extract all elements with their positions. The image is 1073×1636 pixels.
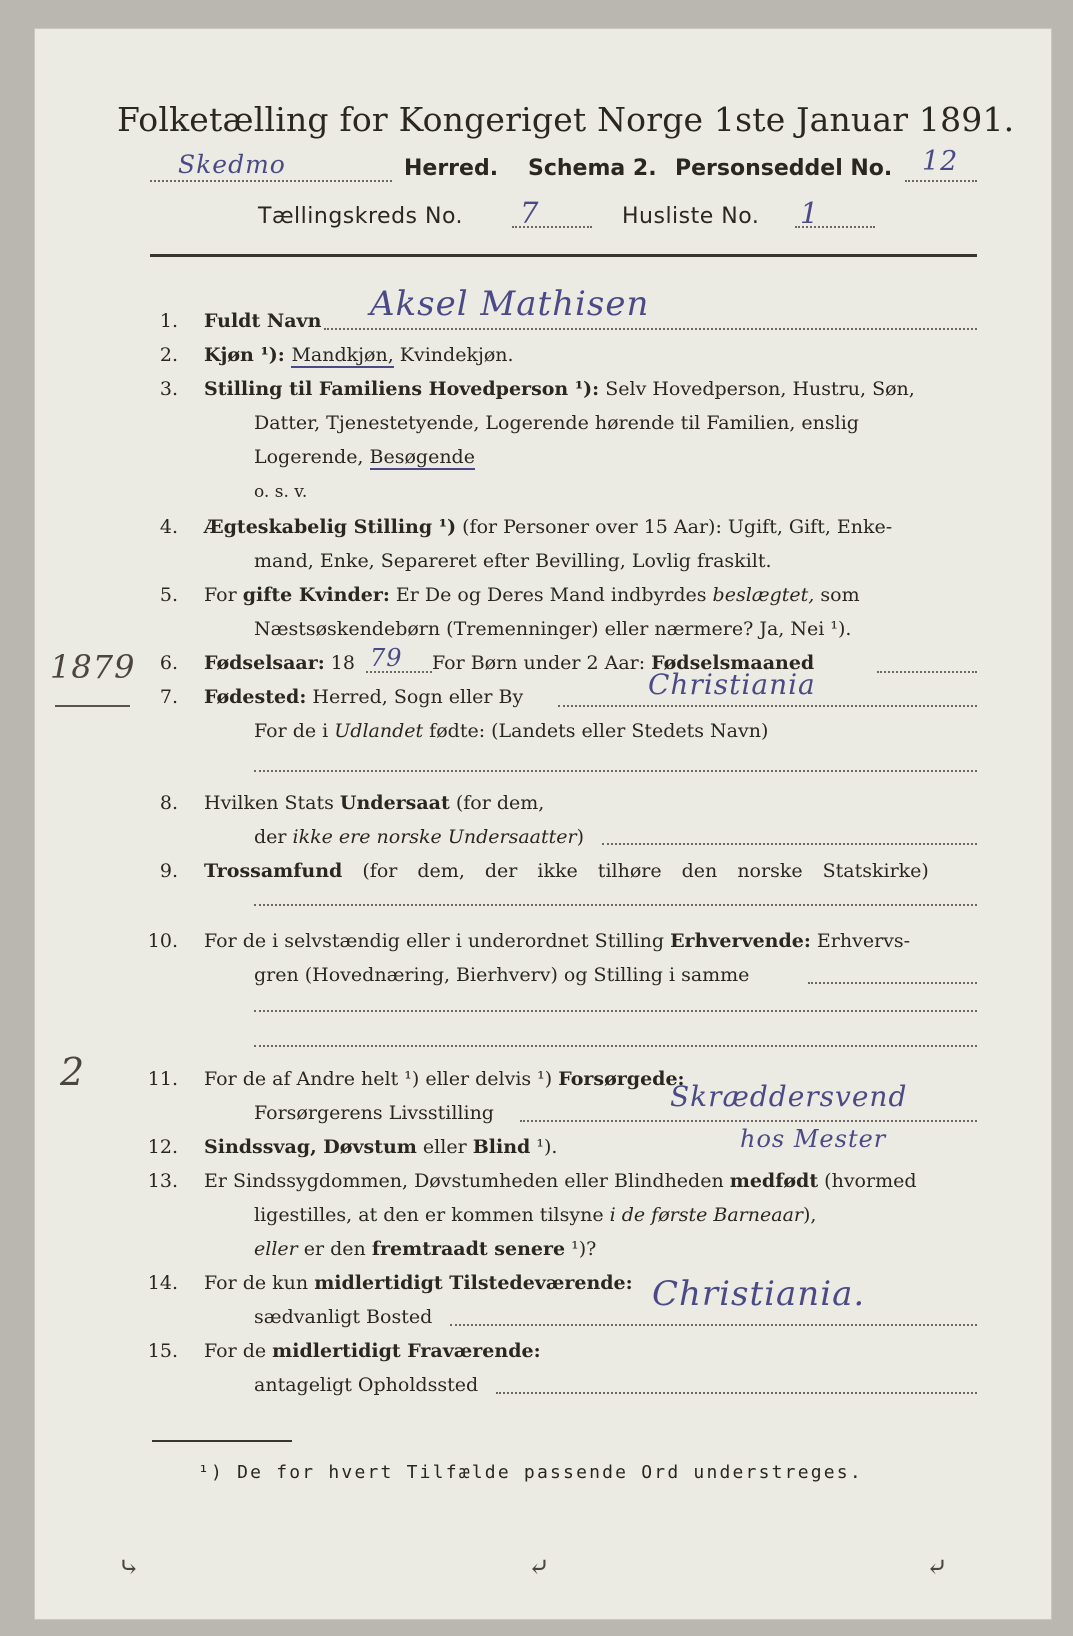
- usual-residence-dotted-line: [450, 1324, 977, 1326]
- provider-occupation-handwritten-value: Skræddersvend: [670, 1080, 908, 1113]
- registration-mark-center: ⤶: [528, 1553, 550, 1583]
- field-text: [204, 792, 544, 814]
- field-text: [204, 1340, 541, 1362]
- margin-year-note: 1879: [50, 648, 136, 686]
- usual-residence-handwritten-value: Christiania.: [652, 1274, 866, 1314]
- field-text: [204, 378, 915, 400]
- registration-mark-left: ⤷: [118, 1553, 140, 1583]
- field-text: [204, 930, 910, 952]
- field-label-dependents: Forsørgede:: [558, 1068, 685, 1090]
- field-text: [254, 1238, 596, 1260]
- field-number: 9.: [159, 860, 178, 882]
- field-label-birthplace: Fødested:: [204, 686, 307, 708]
- probable-residence-dotted-line: [496, 1392, 977, 1394]
- field-text-part: For Børn under 2 Aar:: [432, 652, 652, 674]
- field-text: Forsørgerens Livsstilling: [254, 1102, 494, 1124]
- field-label-temporarily-present: midlertidigt Tilstedeværende:: [314, 1272, 633, 1294]
- field-text: [204, 1272, 633, 1294]
- field-label-sex: Kjøn ¹):: [204, 344, 292, 366]
- census-form-sheet: [34, 28, 1052, 1620]
- field-number: 14.: [147, 1272, 178, 1294]
- field-text: [254, 826, 584, 848]
- field-number: 15.: [147, 1340, 178, 1362]
- field-label-family-position: Stilling til Familiens Hovedperson ¹):: [204, 378, 600, 400]
- field-number: 1.: [159, 310, 178, 332]
- footnote: ¹) De for hvert Tilfælde passende Ord understreges.: [198, 1462, 863, 1483]
- field-text: [254, 720, 768, 742]
- field-text-part: Herred, Sogn eller By: [306, 686, 524, 708]
- field-text-part: Hvilken Stats: [204, 792, 340, 814]
- field-label-marital-status: Ægteskabelig Stilling ¹): [204, 516, 457, 538]
- schema-label: Schema 2.: [528, 156, 657, 181]
- field-text-part: der: [254, 826, 293, 848]
- field-text-part: For de af Andre helt ¹) eller delvis ¹): [204, 1068, 559, 1090]
- personseddel-dotted-line: [905, 180, 977, 182]
- field-text: [254, 446, 475, 468]
- taellingskreds-label: Tællingskreds No.: [258, 204, 464, 229]
- field-text-part: eller: [416, 1136, 473, 1158]
- field-text-part: ligestilles, at den er kommen tilsyne: [254, 1204, 610, 1226]
- name-handwritten-value: Aksel Mathisen: [370, 284, 650, 324]
- field-text: Datter, Tjenestetyende, Logerende hørende til Familien, enslig: [254, 412, 859, 434]
- field-label-blind: Blind: [472, 1136, 531, 1158]
- field-number: 3.: [159, 378, 178, 400]
- occupation-dotted-line-2: [254, 1010, 977, 1012]
- field-label-citizenship: Undersaat: [339, 792, 450, 814]
- header-rule: [150, 254, 977, 257]
- field-number: 12.: [147, 1136, 178, 1158]
- herred-label: Herred.: [404, 156, 499, 181]
- field-text-part: 18: [324, 652, 355, 674]
- footnote-rule: [152, 1440, 292, 1442]
- field-text-part: beslægtet,: [712, 584, 815, 606]
- field-text-part: For de i selvstændig eller i underordnet Stilling: [204, 930, 671, 952]
- husliste-handwritten-value: 1: [800, 196, 820, 230]
- field-label-temporarily-absent: midlertidigt Fraværende:: [272, 1340, 541, 1362]
- personseddel-label: Personseddel No.: [675, 156, 893, 181]
- field-text-part: (for Personer over 15 Aar): Ugift, Gift, Enke-: [456, 516, 893, 538]
- field-text-part: ),: [803, 1204, 817, 1226]
- field-label-insane-deaf: Sindssvag, Døvstum: [204, 1136, 417, 1158]
- field-number: 8.: [159, 792, 178, 814]
- registration-mark-right: ⤶: [926, 1553, 948, 1583]
- field-text-part: eller: [254, 1238, 298, 1260]
- field-number: 5.: [159, 584, 178, 606]
- field-number: 13.: [147, 1170, 178, 1192]
- field-label-congenital: medfødt: [729, 1170, 819, 1192]
- herred-handwritten-value: Skedmo: [178, 150, 286, 179]
- personseddel-handwritten-value: 12: [922, 146, 959, 177]
- citizenship-dotted-line: [602, 843, 977, 845]
- field-text: sædvanligt Bosted: [254, 1306, 433, 1328]
- field-text-part: Er De og Deres Mand indbyrdes: [389, 584, 713, 606]
- field-text-part: fødte: (Landets eller Stedets Navn): [423, 720, 769, 742]
- field-text-part: (hvormed: [818, 1170, 917, 1192]
- birthplace-handwritten-value: Christiania: [648, 668, 816, 701]
- provider-occupation-dotted-line: [520, 1120, 977, 1122]
- field-label-birth-year: Fødselsaar:: [204, 652, 325, 674]
- field-text-part: i de første Barneaar: [609, 1204, 803, 1226]
- field-text: [204, 686, 523, 708]
- field-text: [204, 584, 860, 606]
- field-text: gren (Hovednæring, Bierhverv) og Stilling i samme: [254, 964, 750, 986]
- field-text-part: ): [576, 826, 584, 848]
- margin-mark-note: 2: [60, 1050, 85, 1094]
- field-text-part: Er Sindssygdommen, Døvstumheden eller Blindheden: [204, 1170, 730, 1192]
- field-number: 6.: [159, 652, 178, 674]
- field-text-part: For: [204, 584, 243, 606]
- field-text: mand, Enke, Separeret efter Bevilling, Lovlig fraskilt.: [254, 550, 772, 572]
- field-text: [204, 1136, 557, 1158]
- field-text: [204, 652, 355, 674]
- field-number: 7.: [159, 686, 178, 708]
- religion-dotted-line: [254, 904, 977, 906]
- field-text-part: ¹).: [530, 1136, 558, 1158]
- provider-occupation-handwritten-value-2: hos Mester: [740, 1125, 887, 1153]
- field-text-part: er den: [297, 1238, 372, 1260]
- field-text-part: For de: [204, 1340, 273, 1362]
- field-number: 11.: [147, 1068, 178, 1090]
- birth-month-dotted-line: [877, 671, 977, 673]
- field-text-part: Erhvervs-: [810, 930, 911, 952]
- field-text-part: Selv Hovedperson, Hustru, Søn,: [599, 378, 915, 400]
- option-besogende-underlined: Besøgende: [369, 446, 475, 468]
- foreign-birthplace-dotted-line: [254, 770, 977, 772]
- field-label-birth-month: Fødselsmaaned: [651, 652, 815, 674]
- birth-year-handwritten-value: 79: [370, 644, 403, 672]
- option-mandkjon-underlined: Mandkjøn,: [291, 344, 394, 366]
- field-text-part: ¹)?: [565, 1238, 597, 1260]
- field-label-occupation: Erhvervende:: [670, 930, 811, 952]
- field-text-part: (for dem, der ikke tilhøre den norske Statskirke): [342, 860, 929, 882]
- birthplace-dotted-line: [558, 705, 977, 707]
- option-kvindekjon: Kvindekjøn.: [393, 344, 514, 366]
- occupation-dotted-line: [808, 982, 977, 984]
- field-label-name: Fuldt Navn: [204, 310, 322, 332]
- field-text: [204, 1068, 685, 1090]
- field-text: antageligt Opholdssted: [254, 1374, 479, 1396]
- field-text-part: ikke ere norske Undersaatter: [292, 826, 577, 848]
- form-title: Folketælling for Kongeriget Norge 1ste Januar 1891.: [117, 100, 1015, 139]
- field-text-part: Udlandet: [334, 720, 424, 742]
- birth-year-dotted-line: [366, 671, 432, 673]
- field-text: [204, 344, 514, 366]
- field-text: [204, 860, 929, 882]
- field-label-married-women: gifte Kvinder:: [242, 584, 390, 606]
- field-label-religion: Trossamfund: [204, 860, 343, 882]
- taellingskreds-handwritten-value: 7: [520, 196, 540, 230]
- field-number: 2.: [159, 344, 178, 366]
- field-text: [254, 1204, 816, 1226]
- field-text-part: (for dem,: [449, 792, 545, 814]
- field-number: 10.: [147, 930, 178, 952]
- field-text-part: For de i: [254, 720, 335, 742]
- field-text: [204, 516, 892, 538]
- field-text-part: Logerende,: [254, 446, 370, 468]
- occupation-dotted-line-3: [254, 1045, 977, 1047]
- margin-year-underline: [55, 705, 130, 707]
- field-text: Næstsøskendebørn (Tremenninger) eller nærmere? Ja, Nei ¹).: [254, 618, 852, 640]
- field-text-part: For de kun: [204, 1272, 315, 1294]
- field-label-later-onset: fremtraadt senere: [371, 1238, 566, 1260]
- herred-dotted-line: [150, 180, 392, 182]
- field-text: o. s. v.: [254, 482, 308, 502]
- field-number: 4.: [159, 516, 178, 538]
- name-dotted-line: [324, 328, 977, 330]
- husliste-label: Husliste No.: [622, 204, 760, 229]
- field-text-part: som: [814, 584, 860, 606]
- field-text: [204, 1170, 917, 1192]
